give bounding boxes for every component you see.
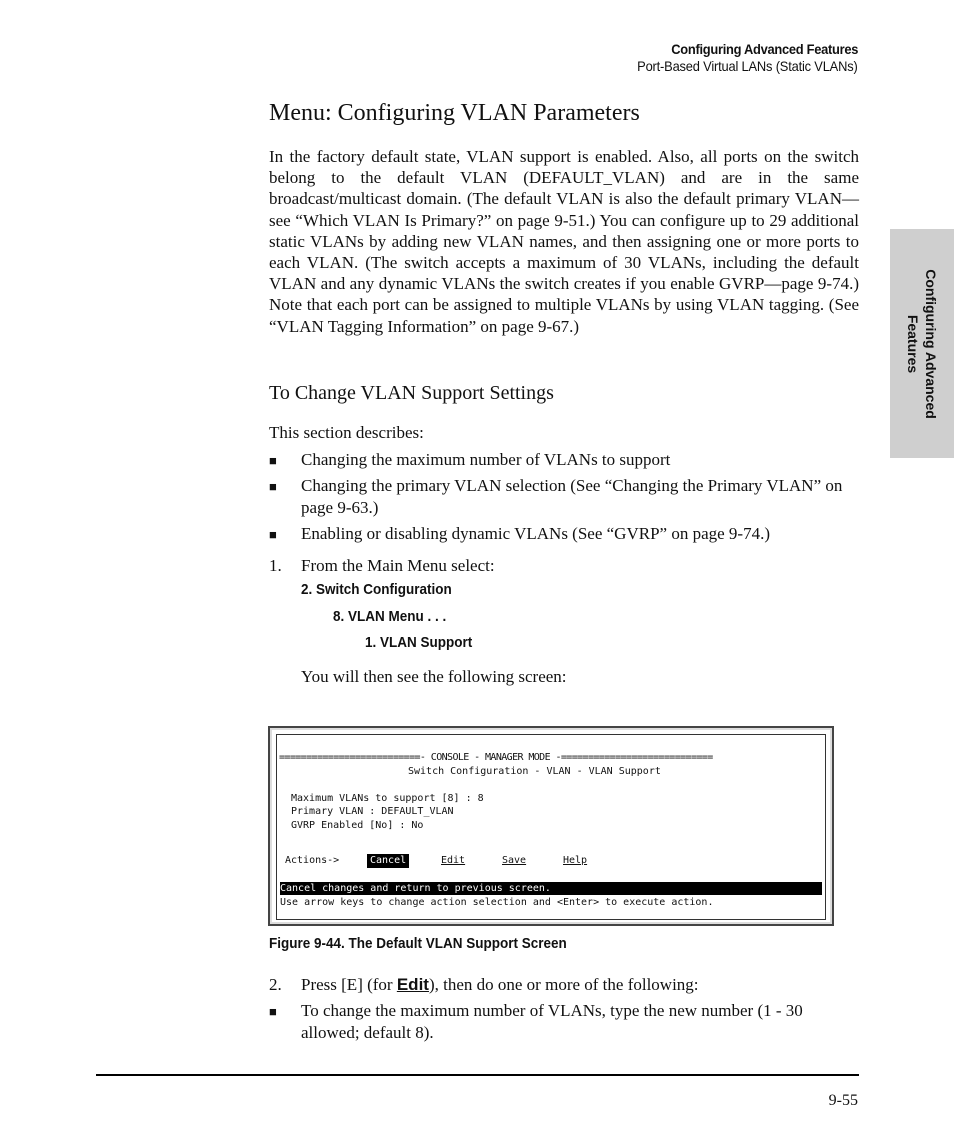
console-screenshot-frame (268, 726, 834, 926)
step-number: 1. (269, 556, 282, 575)
edit-action[interactable]: Edit (441, 855, 466, 866)
menu-path-item: 8. VLAN Menu . . . (333, 608, 447, 625)
side-tab-label (904, 269, 940, 419)
bullet-marker: ■ (269, 479, 277, 494)
step-2-prefix: Press [E] (for (301, 975, 397, 994)
chapter-side-tab (890, 229, 954, 458)
console-title: Switch Configuration - VLAN - VLAN Support (408, 766, 661, 777)
describes-text: This section describes: (269, 423, 424, 442)
save-action[interactable]: Save (502, 855, 527, 866)
help-action[interactable]: Help (563, 855, 588, 866)
bullet-item: To change the maximum number of VLANs, type the new number (1 - 30 allowed; default 8). (301, 1001, 803, 1042)
running-header-section: Port-Based Virtual LANs (Static VLANs) (637, 58, 858, 74)
cancel-action[interactable]: Cancel (367, 854, 409, 868)
section-title: Menu: Configuring VLAN Parameters (269, 100, 640, 126)
primary-vlan-field[interactable]: Primary VLAN : DEFAULT_VLAN (291, 806, 454, 817)
step-2-suffix: ), then do one or more of the following: (428, 975, 699, 994)
subheading: To Change VLAN Support Settings (269, 382, 554, 404)
page-number: 9-55 (828, 1092, 858, 1109)
status-line (280, 882, 822, 895)
footer-rule (96, 1074, 859, 1076)
max-vlans-field[interactable]: Maximum VLANs to support [8] : 8 (291, 793, 484, 804)
bullet-marker: ■ (269, 527, 277, 542)
gvrp-field[interactable]: GVRP Enabled [No] : No (291, 820, 424, 831)
step-number: 2. (269, 975, 282, 994)
menu-path-item: 2. Switch Configuration (301, 581, 452, 598)
help-line: Use arrow keys to change action selection and <Enter> to execute action. (280, 897, 714, 908)
running-header-chapter: Configuring Advanced Features (671, 41, 858, 57)
bullet-marker: ■ (269, 453, 277, 468)
intro-paragraph: In the factory default state, VLAN support is enabled. Also, all ports on the switch belong to the default VLAN (DEFAULT_VLAN) and are in the same broadcast/multicast domain. (The default VLAN is also the default primary VLAN—see “Which VLAN Is Primary?” on page 9-51.) You can configure up to 29 additional static VLANs by adding new VLAN names, and then assigning one or more ports to each VLAN. (The switch accepts a maximum of 30 VLANs, including the default VLAN and any dynamic VLANs the switch creates if you enable GVRP—page 9-74.) Note that each port can be assigned to multiple VLANs by using VLAN tagging. (See “VLAN Tagging Information” on page 9-67.) (269, 147, 859, 336)
bullet-item: Enabling or disabling dynamic VLANs (See “GVRP” on page 9-74.) (301, 524, 770, 543)
side-tab-line-1: Configuring Advanced (923, 268, 939, 419)
bullet-item: Changing the primary VLAN selection (See “Changing the Primary VLAN” on page 9-63.) (301, 476, 843, 517)
step-2-text (301, 974, 699, 996)
edit-key-label: Edit (396, 975, 429, 994)
console-screen (276, 734, 826, 920)
bullet-marker: ■ (269, 1004, 277, 1019)
console-banner: ==========================- CONSOLE - MANAGER MODE -============================ (279, 752, 713, 763)
menu-path-item: 1. VLAN Support (365, 634, 473, 651)
bullet-item: Changing the maximum number of VLANs to support (301, 450, 671, 469)
status-text: Cancel changes and return to previous screen. (280, 883, 551, 894)
actions-label: Actions-> (285, 855, 340, 866)
step-after-text: You will then see the following screen: (301, 667, 567, 686)
side-tab-line-2: Features (905, 314, 921, 373)
figure-caption: Figure 9-44. The Default VLAN Support Screen (269, 935, 567, 952)
step-text: From the Main Menu select: (301, 556, 495, 575)
